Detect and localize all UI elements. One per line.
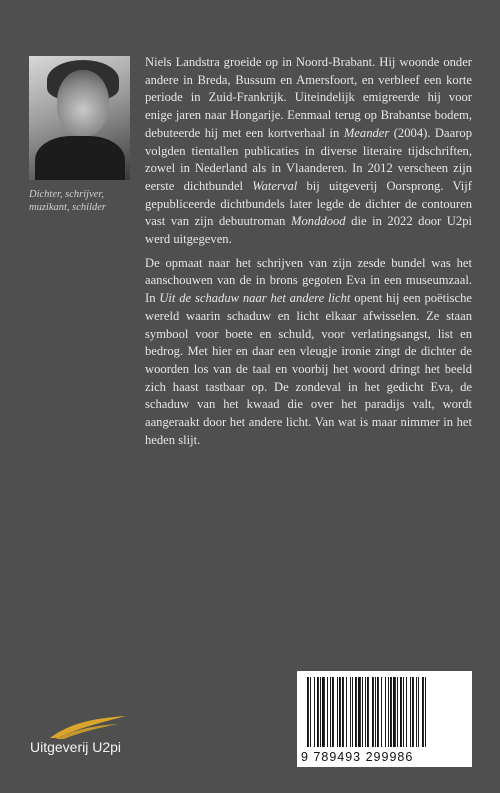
author-caption: Dichter, schrijver, muzikant, schilder xyxy=(29,189,106,213)
publisher-name: Uitgeverij U2pi xyxy=(30,739,122,755)
author-bio xyxy=(145,54,472,455)
isbn-number: 9 789493 299986 xyxy=(301,750,414,764)
wing-logo-icon xyxy=(48,714,128,740)
publisher-logo xyxy=(30,714,170,764)
author-photo xyxy=(29,56,130,180)
barcode-icon xyxy=(301,675,467,749)
isbn-barcode xyxy=(297,671,472,767)
bio-paragraph-1: Niels Landstra groeide op in Noord-Brabant. Hij woonde onder andere in Breda, Bussum en Amersfoort, en verbleef een korte periode in Zuid-Frankrijk. Uiteindelijk emigreerde hij voor enige jaren naar Hongarije. Eenmaal terug op Brabantse bodem, debuteerde hij met een kortverhaal in Meander (2004). Daarop volgden tientallen publicaties in diverse literaire tijdschriften, zowel in Nederland als in Vlaanderen. In 2012 verscheen zijn eerste dichtbundel Waterval bij uitgeverij Oorsprong. Vijf gepubliceerde dichtbundels later legde de dichter de contouren vast van zijn debuutroman Monddood die in 2022 door U2pi werd uitgegeven. xyxy=(145,55,472,247)
bio-paragraph-2: De opmaat naar het schrijven van zijn zesde bundel was het aanschouwen van de in brons gegoten Eva in een museumzaal. In Uit de schaduw naar het andere licht opent hij een poëtische wereld waarin schaduw en licht elkaar afwisselen. Ze staan symbool voor boete en schuld, voor verlatingsangst, list en bedrog. Met hier en daar een vleugje ironie zingt de dichter de woorden los van de taal en voorbij het woord dringt het beeld zich haast tastbaar op. De zondeval in het gedicht Eva, de schaduw van het kwaad die over het paradijs valt, wordt aangeraakt door het andere licht. Van wat is maar nimmer in het heden slijt. xyxy=(145,255,473,447)
